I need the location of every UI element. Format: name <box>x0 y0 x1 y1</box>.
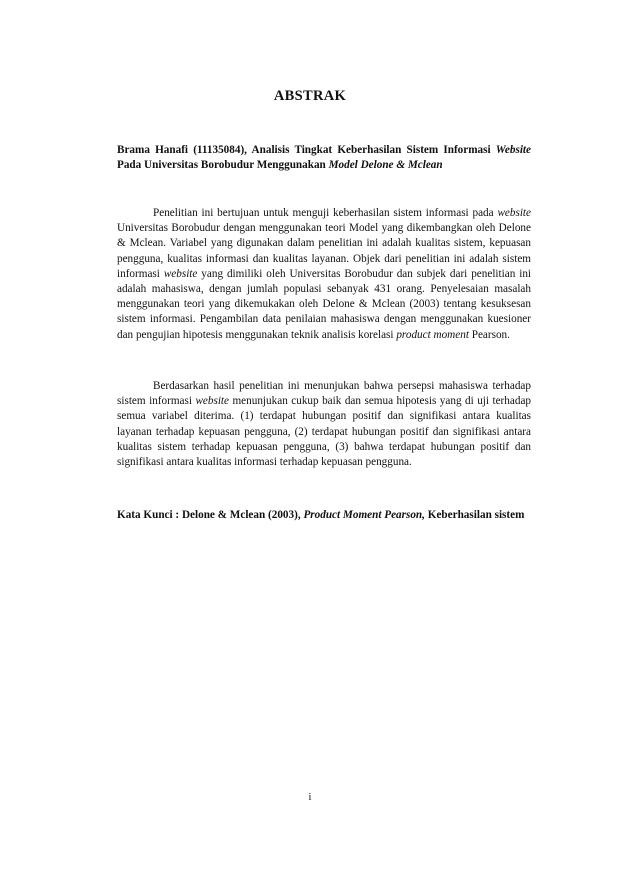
p2-italic-1: website <box>195 395 229 408</box>
keywords-rest: Keberhasilan sistem <box>427 509 525 521</box>
author-name: Brama Hanafi (11135084), <box>117 144 247 156</box>
p1-italic-1: website <box>497 207 531 219</box>
keywords-italic: Product Moment Pearson, <box>303 509 425 521</box>
p2-text-2: menunjukan cukup baik dan semua hipotesis yang di uji terhadap semua variabel diterima. (1) terdapat hubungan positif dan signifikasi antara kualitas layanan terhadap kepuasan pengguna, (2) terdapat hubungan positif dan signifikasi antara kualitas sistem terhadap kepuasan pengguna, (3) bahwa terdapat hubungan positif dan signifikasi antara kualitas informasi terhadap kepuasan pengguna. <box>117 395 531 469</box>
keywords <box>117 508 531 523</box>
thesis-title-part1: Analisis Tingkat Keberhasilan Sistem Informasi <box>251 144 491 156</box>
abstract-paragraph-2 <box>117 379 531 470</box>
thesis-title-part2: Pada Universitas Borobudur Menggunakan <box>117 159 326 172</box>
abstract-paragraph-1 <box>117 206 531 343</box>
p1-italic-3: product moment <box>396 328 469 341</box>
thesis-title-italic2: Model Delone & Mclean <box>328 159 443 172</box>
p1-text-4: Pearson. <box>471 328 510 341</box>
keywords-label: Kata Kunci : Delone & Mclean (2003), <box>117 509 301 521</box>
p1-text-1: Penelitian ini bertujuan untuk menguji keberhasilan sistem informasi pada <box>153 207 494 219</box>
p1-italic-2: website <box>163 267 198 280</box>
p1-text-3: yang dimiliki oleh Universitas Borobudur dan subjek dari penelitian ini adalah mahasiswa, dengan jumlah populasi sebanyak 431 orang. Penyelesaian masalah menggunakan teori yang dikemukakan oleh Delone & Mclean (2003) tentang kesuksesan sistem informasi. Pengambilan data penilaian mahasiswa dengan menggunakan kuesioner dan pengujian hipotesis menggunakan teknik analisis korelasi <box>117 267 532 341</box>
p2-text-1: Berdasarkan hasil penelitian ini menunjukan bahwa persepsi mahasiswa terhadap sistem informasi <box>117 380 531 408</box>
author-title-block <box>117 143 531 173</box>
page-title: ABSTRAK <box>273 88 347 104</box>
thesis-title-italic1: Website <box>495 144 532 156</box>
p1-text-2: Universitas Borobudur dengan menggunakan teori Model yang dikembangkan oleh Delone & Mclean. Variabel yang digunakan dalam penelitian ini adalah kualitas sistem, kepuasan pengguna, kualitas informasi dan kualitas layanan. Objek dari penelitian ini adalah sistem informasi <box>117 222 531 280</box>
page-number: i <box>308 792 312 803</box>
